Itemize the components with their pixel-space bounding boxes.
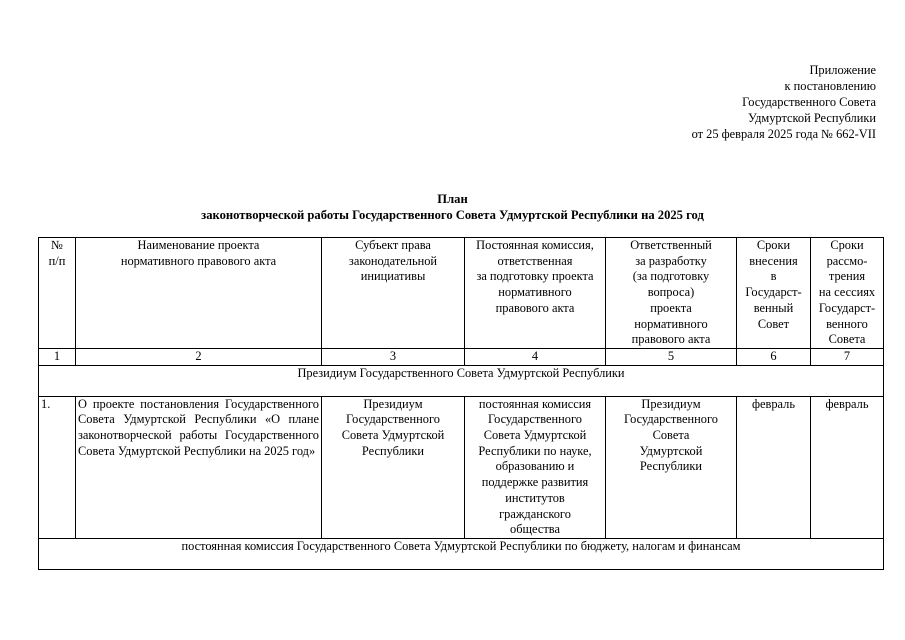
submit-deadline-cell: февраль bbox=[737, 396, 811, 538]
header-cell-commission: Постоянная комиссия, ответственная за подготовку проекта нормативного правового акта bbox=[465, 238, 606, 349]
column-number: 2 bbox=[76, 348, 322, 365]
appendix-line: Приложение bbox=[809, 63, 876, 77]
commission-cell: постоянная комиссия Государственного Совета Удмуртской Республики по науке, образованию и поддержке развития институтов гражданского общества bbox=[465, 396, 606, 538]
appendix-line: от 25 февраля 2025 года № 662-VII bbox=[691, 127, 876, 141]
section-row bbox=[39, 538, 884, 569]
plan-table bbox=[38, 237, 884, 570]
header-cell-responsible: Ответственный за разработку (за подготовку вопроса) проекта нормативного правового акта bbox=[606, 238, 737, 349]
table-row bbox=[39, 396, 884, 538]
section-row bbox=[39, 365, 884, 396]
column-number: 4 bbox=[465, 348, 606, 365]
table-header-row bbox=[39, 238, 884, 349]
review-deadline-cell: февраль bbox=[811, 396, 884, 538]
column-number: 5 bbox=[606, 348, 737, 365]
section-title: постоянная комиссия Государственного Совета Удмуртской Республики по бюджету, налогам и финансам bbox=[39, 538, 884, 569]
appendix-line: Государственного Совета bbox=[742, 95, 876, 109]
appendix-line: Удмуртской Республики bbox=[748, 111, 876, 125]
section-title: Президиум Государственного Совета Удмуртской Республики bbox=[39, 365, 884, 396]
header-cell-review-deadline: Сроки рассмо- трения на сессиях Государст- венного Совета bbox=[811, 238, 884, 349]
act-name-cell: О проекте постановления Государственного Совета Удмуртской Республики «О плане законотворческой работы Государственного Совета Удмуртской Республики на 2025 год» bbox=[76, 396, 322, 538]
header-cell-number: № п/п bbox=[39, 238, 76, 349]
header-cell-act-name: Наименование проекта нормативного правового акта bbox=[76, 238, 322, 349]
row-number: 1. bbox=[39, 396, 76, 538]
column-number: 1 bbox=[39, 348, 76, 365]
responsible-cell: Президиум Государственного Совета Удмуртской Республики bbox=[606, 396, 737, 538]
title-line-plan: План bbox=[437, 192, 468, 206]
header-cell-initiative-subject: Субъект права законодательной инициативы bbox=[322, 238, 465, 349]
column-number: 6 bbox=[737, 348, 811, 365]
initiative-subject-cell: Президиум Государственного Совета Удмуртской Республики bbox=[322, 396, 465, 538]
document-title bbox=[0, 191, 905, 223]
column-number: 7 bbox=[811, 348, 884, 365]
column-number-row bbox=[39, 348, 884, 365]
appendix-header bbox=[556, 62, 876, 142]
title-line-subject: законотворческой работы Государственного Совета Удмуртской Республики на 2025 год bbox=[201, 208, 704, 222]
header-cell-submit-deadline: Сроки внесения в Государст- венный Совет bbox=[737, 238, 811, 349]
column-number: 3 bbox=[322, 348, 465, 365]
appendix-line: к постановлению bbox=[784, 79, 876, 93]
